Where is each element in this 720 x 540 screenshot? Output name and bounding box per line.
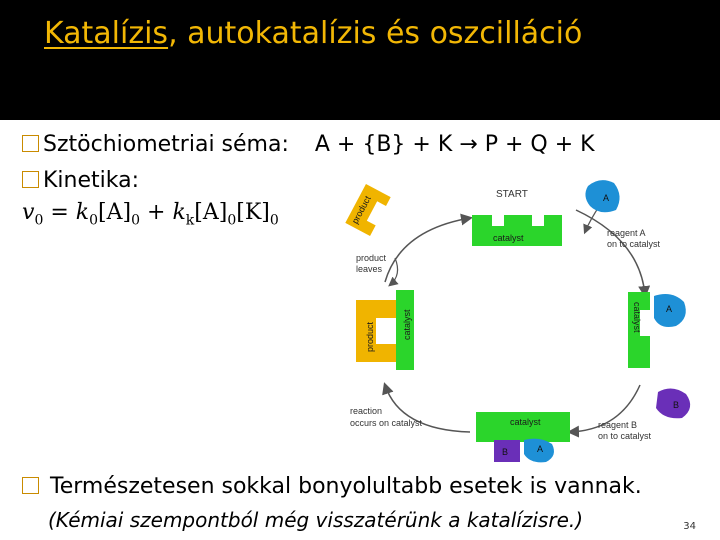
product-leaves-text-1: product [356, 253, 387, 263]
stoichiometry-equation: A + {B} + K → P + Q + K [314, 132, 595, 157]
catalyst-left-label: catalyst [402, 309, 412, 340]
bullet-kinetics [22, 168, 139, 193]
reaction-text-2: occurs on catalyst [350, 418, 423, 428]
reagent-a-bottom-letter: A [537, 444, 544, 454]
start-label: START [496, 189, 528, 200]
reagent-a-right-letter: A [666, 304, 673, 314]
bullet-complex-cases-text: Természetesen sokkal bonyolultabb esetek is vannak. [50, 474, 642, 499]
cycle-arrow-top-right [576, 210, 645, 295]
reagent-a-letter: A [603, 193, 610, 203]
title-underlined: Katalízis [44, 16, 169, 51]
slide-title [44, 14, 704, 54]
bullet-stoichiometry [22, 132, 595, 157]
product-released [345, 184, 390, 236]
reagent-b-text-1: reagent B [598, 420, 638, 430]
catalyst-right-label: catalyst [632, 302, 642, 333]
reagent-a-text-2: on to catalyst [607, 239, 661, 249]
reagent-b-text-2: on to catalyst [598, 431, 652, 441]
reagent-b-letter: B [673, 400, 680, 410]
bullet-box-icon [22, 171, 39, 188]
catalyst-bottom-label: catalyst [510, 417, 541, 427]
svg-text:product: product [349, 194, 373, 226]
bullet-kinetics-label: Kinetika: [43, 168, 140, 193]
catalytic-cycle-diagram [340, 170, 710, 470]
bullet-complex-cases [22, 474, 642, 499]
bullet-box-icon [22, 135, 39, 152]
catalyst-top-label: catalyst [493, 233, 524, 243]
reagent-b-bottom-letter: B [502, 447, 509, 457]
bullet-stoichiometry-label: Sztöchiometriai séma: [43, 132, 289, 157]
product-on-catalyst [356, 300, 396, 362]
rate-equation: $v_0 = k_0[A]_0 + k_k[A]_0[K]_0$ [22, 200, 279, 229]
bullet-box-icon [22, 477, 39, 494]
note-catalysis-later: (Kémiai szempontból még visszatérünk a katalízisre.) [48, 508, 584, 532]
product-leaves-text-2: leaves [356, 264, 383, 274]
product-left-label: product [365, 321, 375, 352]
reagent-a-text-1: reagent A [607, 228, 646, 238]
slide-number: 34 [683, 521, 696, 532]
reaction-text-1: reaction [350, 406, 383, 416]
title-rest: , autokatalízis és oszcilláció [168, 16, 583, 51]
